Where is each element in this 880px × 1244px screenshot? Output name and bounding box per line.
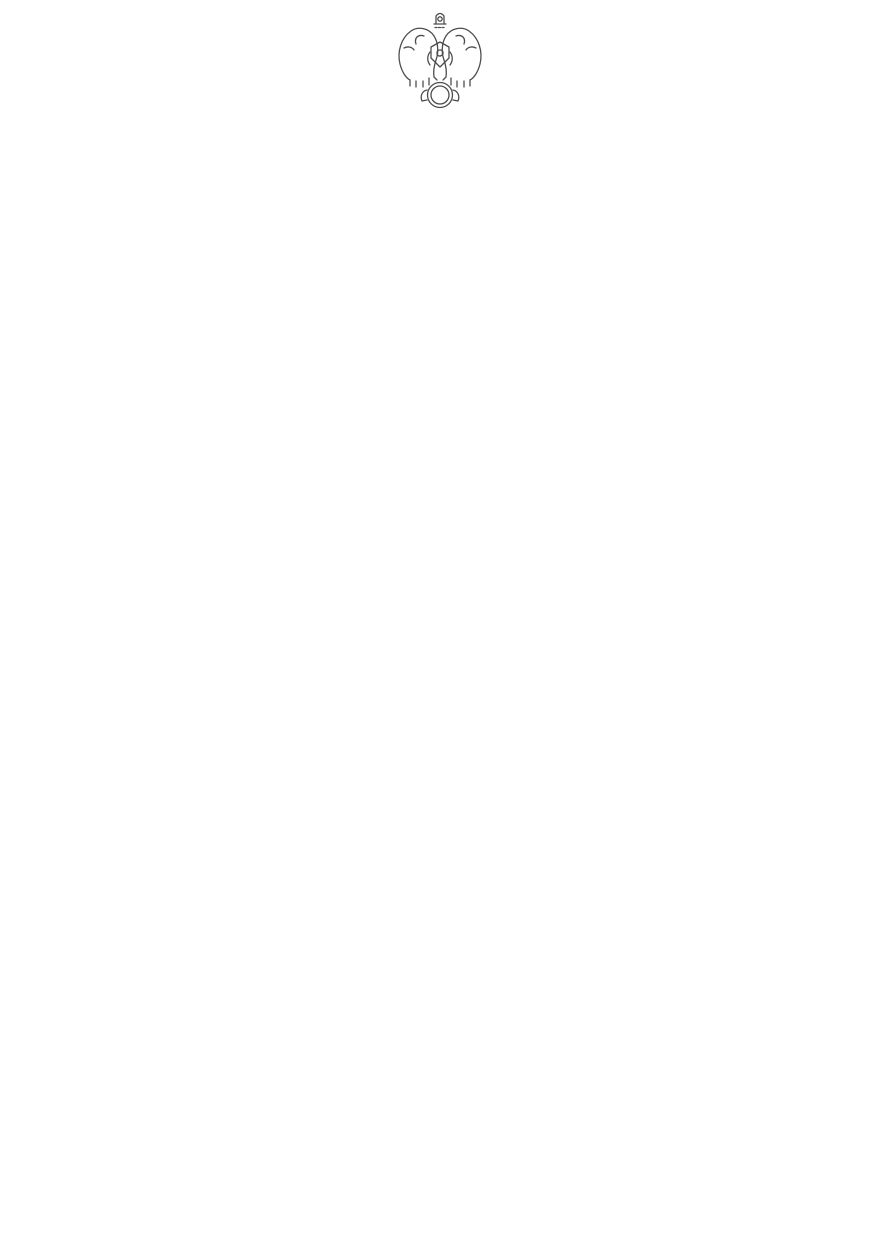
section-heading (0, 156, 880, 195)
page-footer (0, 1216, 880, 1232)
contact-info (0, 124, 880, 130)
kerala-government-emblem-icon (394, 8, 486, 110)
emblem-container (0, 0, 880, 110)
